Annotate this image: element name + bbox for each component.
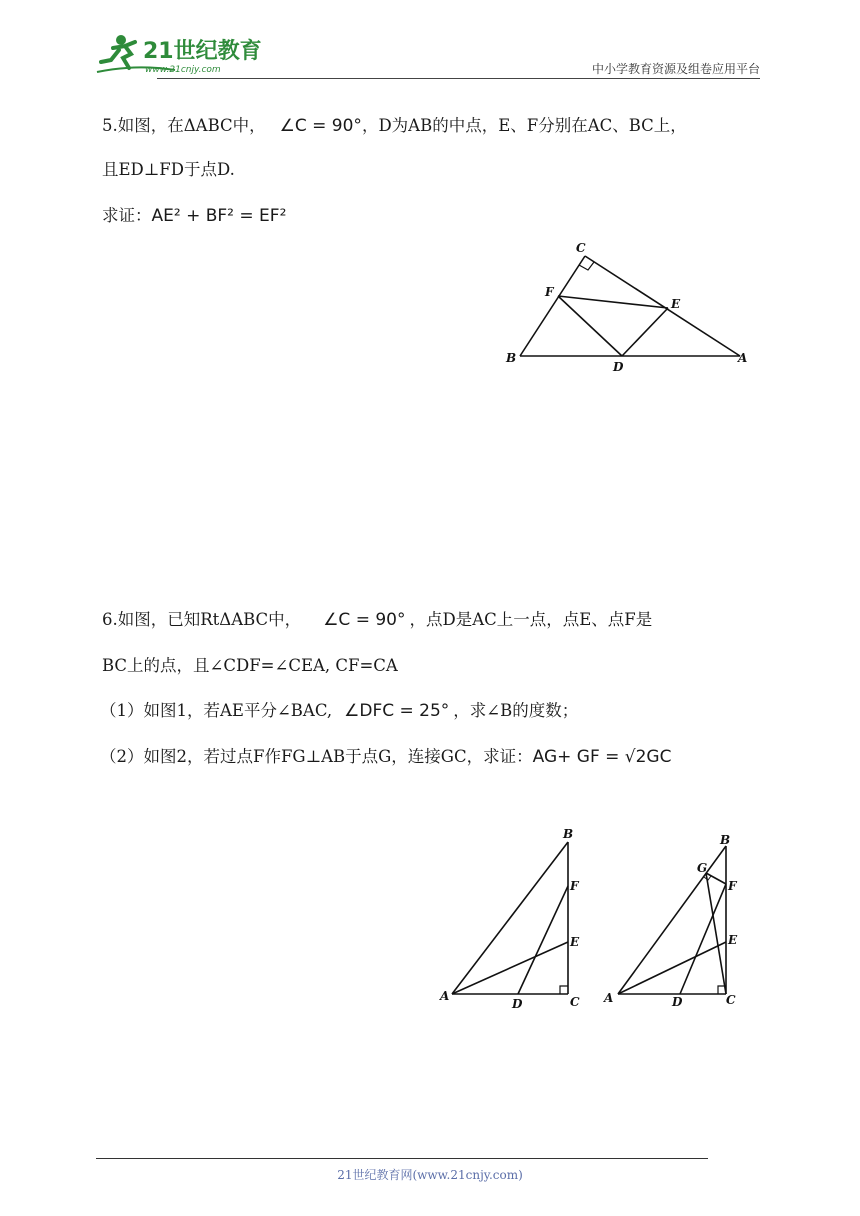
svg-text:21世纪教育: 21世纪教育	[143, 39, 262, 64]
q5-label-e: E	[671, 297, 681, 311]
q6f1-label-a: A	[440, 989, 450, 1003]
svg-text:www.21cnjy.com: www.21cnjy.com	[145, 65, 221, 75]
q6f2-label-b: B	[720, 833, 731, 847]
q5-label-f: F	[545, 285, 554, 299]
q6f1-label-f: F	[570, 879, 579, 893]
q6-line1: 6.如图，已知RtΔABC中， ∠C = 90° ，点D是AC上一点，点E、点F是	[102, 610, 653, 630]
q6f1-label-c: C	[570, 995, 580, 1009]
q6-part2: （2）如图2，若过点F作FG⊥AB于点G，连接GC，求证：AG+ GF = √2GC	[100, 747, 672, 767]
q5-label-b: B	[506, 351, 517, 365]
q6-line2: BC上的点，且∠CDF=∠CEA, CF=CA	[102, 656, 398, 675]
q5-label-d: D	[613, 360, 624, 374]
q5-label-c: C	[576, 241, 586, 255]
q5-figure	[500, 236, 760, 376]
q6-part2-formula: AG+ GF = √2GC	[532, 747, 672, 767]
q5-prove-formula: AE² + BF² = EF²	[151, 206, 287, 226]
q6f1-label-e: E	[570, 935, 580, 949]
q6-figure-1	[436, 824, 596, 1014]
footer-divider	[96, 1158, 708, 1159]
q5-prove: 求证：AE² + BF² = EF²	[102, 206, 287, 226]
q6f2-label-g: G	[697, 861, 708, 875]
platform-name: 中小学教育资源及组卷应用平台	[591, 62, 760, 76]
q6f2-label-c: C	[726, 993, 736, 1007]
q6-figure-2	[600, 824, 760, 1014]
header-divider	[157, 78, 760, 79]
q5-line1: 5.如图，在ΔABC中， ∠C = 90°，D为AB的中点，E、F分别在AC、BC上，	[102, 116, 687, 136]
page-header	[95, 28, 760, 80]
q6f2-label-e: E	[728, 933, 738, 947]
q5-line2: 且ED⊥FD于点D.	[102, 160, 235, 179]
footer-link[interactable]: 21世纪教育网(www.21cnjy.com)	[337, 1168, 523, 1182]
q6f2-label-f: F	[728, 879, 737, 893]
site-logo	[95, 28, 265, 76]
q6f2-label-a: A	[604, 991, 614, 1005]
q5-label-a: A	[738, 351, 748, 365]
q6-part1: （1）如图1，若AE平分∠BAC, ∠DFC = 25° ，求∠B的度数；	[100, 701, 579, 721]
q6f2-label-d: D	[672, 995, 683, 1009]
q6f1-label-b: B	[563, 827, 574, 841]
q6f1-label-d: D	[512, 997, 523, 1011]
